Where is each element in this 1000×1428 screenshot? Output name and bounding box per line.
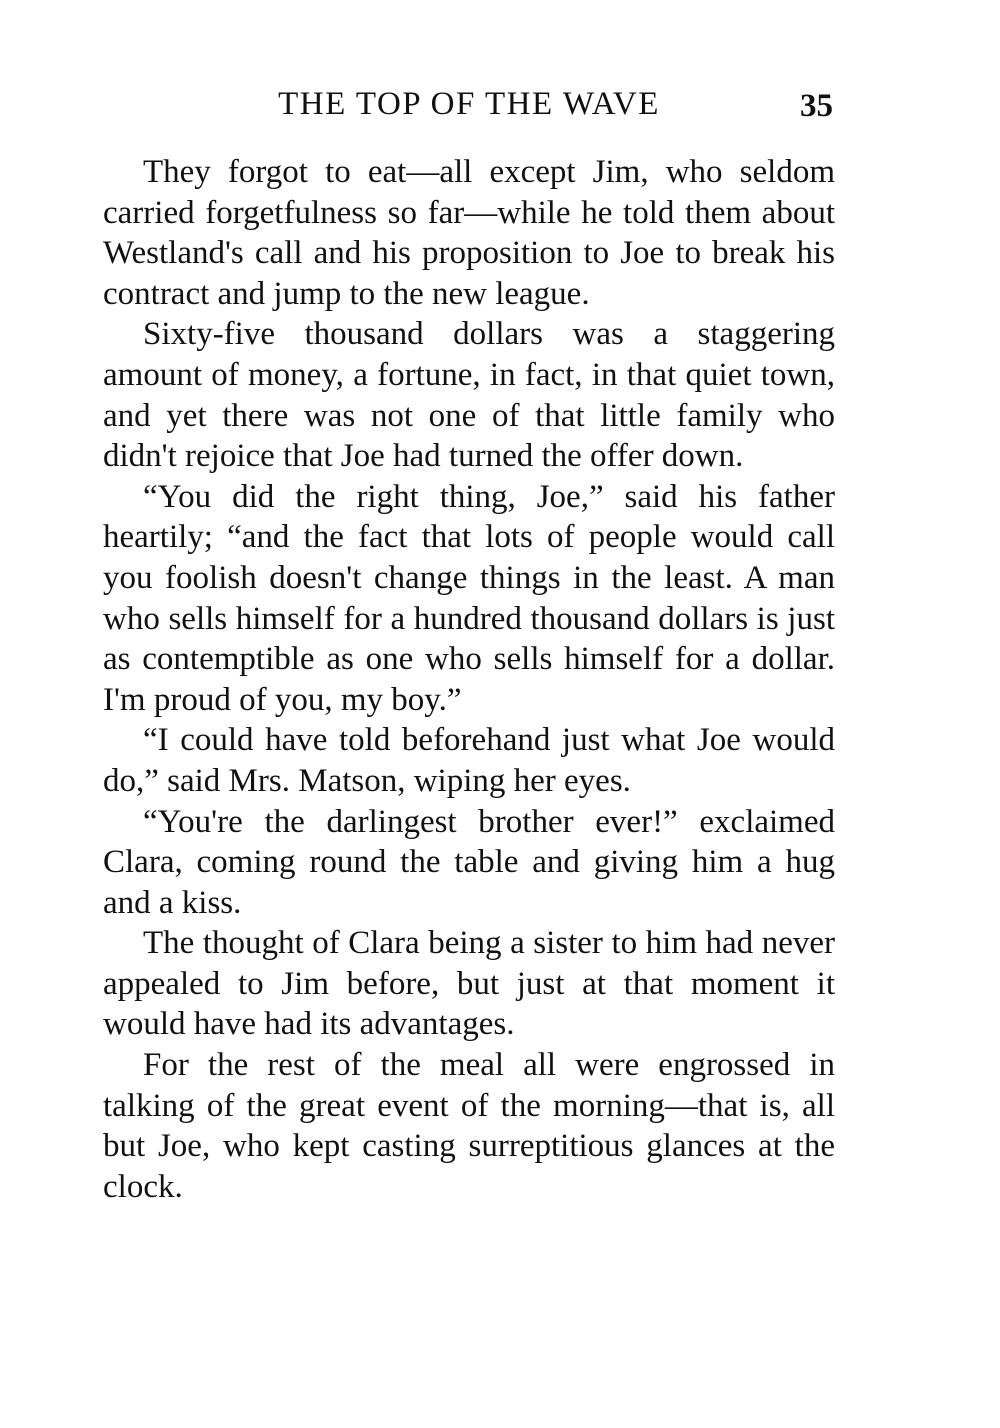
page-number: 35: [800, 88, 833, 124]
paragraph: “You did the right thing, Joe,” said his father heartily; “and the fact that lots of people would call you foolish doesn't change things in the least. A man who sells himself for a hundred thousand dollars is just as contemptible as one who sells himself for a dollar. I'm proud of you, my boy.”: [103, 478, 835, 718]
paragraph: For the rest of the meal all were engrossed in talking of the great event of the morning—that is, all but Joe, who kept casting surreptitious glances at the clock.: [103, 1047, 835, 1205]
running-title: THE TOP OF THE WAVE: [278, 86, 660, 122]
body-text: [103, 152, 835, 1207]
paragraph: They forgot to eat—all except Jim, who seldom carried forgetfulness so far—while he told them about Westland's call and his proposition to Joe to break his contract and jump to the new league.: [103, 154, 835, 312]
running-head: [103, 82, 835, 126]
paragraph: Sixty-five thousand dollars was a staggering amount of money, a fortune, in fact, in that quiet town, and yet there was not one of that little family who didn't rejoice that Joe had turned the offer down.: [103, 316, 835, 475]
paragraph: The thought of Clara being a sister to him had never appealed to Jim before, but just at that moment it would have had its advantages.: [103, 925, 835, 1043]
paragraph: “I could have told beforehand just what Joe would do,” said Mrs. Matson, wiping her eyes.: [103, 722, 835, 799]
paragraph: “You're the darlingest brother ever!” exclaimed Clara, coming round the table and giving him a hug and a kiss.: [103, 803, 835, 921]
